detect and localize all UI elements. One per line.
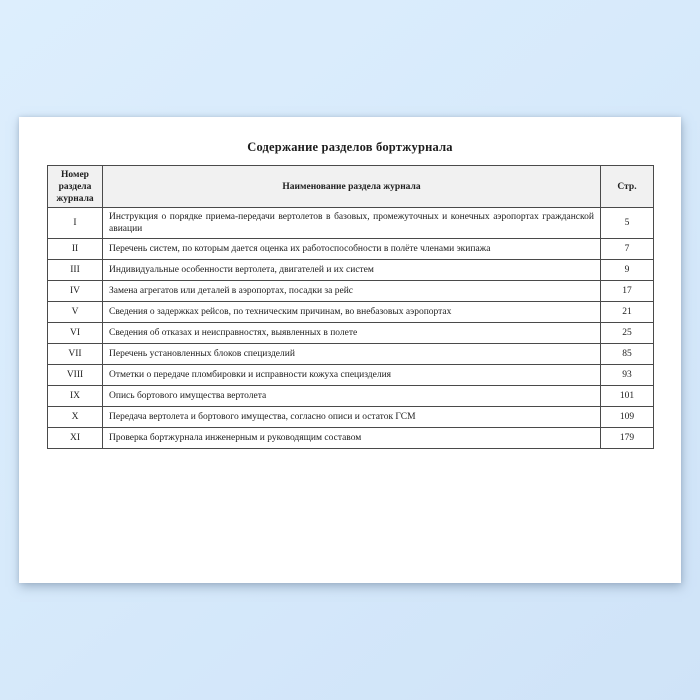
table-row (48, 428, 654, 449)
section-title: Индивидуальные особенности вертолета, двигателей и их систем (103, 260, 601, 281)
section-page: 179 (601, 428, 654, 449)
section-page: 25 (601, 323, 654, 344)
section-number: V (48, 302, 103, 323)
section-number: II (48, 239, 103, 260)
section-page: 5 (601, 208, 654, 239)
section-number: IV (48, 281, 103, 302)
section-title: Передача вертолета и бортового имущества, согласно описи и остаток ГСМ (103, 407, 601, 428)
table-row (48, 365, 654, 386)
section-title: Сведения об отказах и неисправностях, выявленных в полете (103, 323, 601, 344)
section-title: Сведения о задержках рейсов, по техническим причинам, во внебазовых аэропортах (103, 302, 601, 323)
table-row (48, 386, 654, 407)
table-row (48, 239, 654, 260)
section-page: 101 (601, 386, 654, 407)
table-row (48, 407, 654, 428)
table-header-row (48, 166, 654, 208)
toc-table (47, 165, 654, 449)
section-page: 93 (601, 365, 654, 386)
table-row (48, 302, 654, 323)
section-number: IX (48, 386, 103, 407)
section-page: 17 (601, 281, 654, 302)
header-section-name: Наименование раздела журнала (103, 166, 601, 208)
section-title: Опись бортового имущества вертолета (103, 386, 601, 407)
section-page: 7 (601, 239, 654, 260)
table-row (48, 344, 654, 365)
section-number: VI (48, 323, 103, 344)
section-title: Перечень установленных блоков специзделий (103, 344, 601, 365)
table-row (48, 208, 654, 239)
section-number: X (48, 407, 103, 428)
table-row (48, 260, 654, 281)
section-title: Инструкция о порядке приема-передачи вертолетов в базовых, промежуточных и конечных аэропортах гражданской авиации (103, 208, 601, 239)
section-page: 85 (601, 344, 654, 365)
section-number: VIII (48, 365, 103, 386)
section-number: III (48, 260, 103, 281)
section-number: XI (48, 428, 103, 449)
header-page: Стр. (601, 166, 654, 208)
section-page: 109 (601, 407, 654, 428)
section-title: Замена агрегатов или деталей в аэропортах, посадки за рейс (103, 281, 601, 302)
section-number: VII (48, 344, 103, 365)
table-row (48, 323, 654, 344)
section-title: Отметки о передаче пломбировки и исправности кожуха специзделия (103, 365, 601, 386)
document-page (19, 117, 681, 583)
header-section-number: Номер раздела журнала (48, 166, 103, 208)
section-title: Проверка бортжурнала инженерным и руководящим составом (103, 428, 601, 449)
section-number: I (48, 208, 103, 239)
section-page: 21 (601, 302, 654, 323)
page-title: Содержание разделов бортжурнала (247, 140, 453, 154)
section-page: 9 (601, 260, 654, 281)
table-row (48, 281, 654, 302)
section-title: Перечень систем, по которым дается оценка их работоспособности в полёте членами экипажа (103, 239, 601, 260)
